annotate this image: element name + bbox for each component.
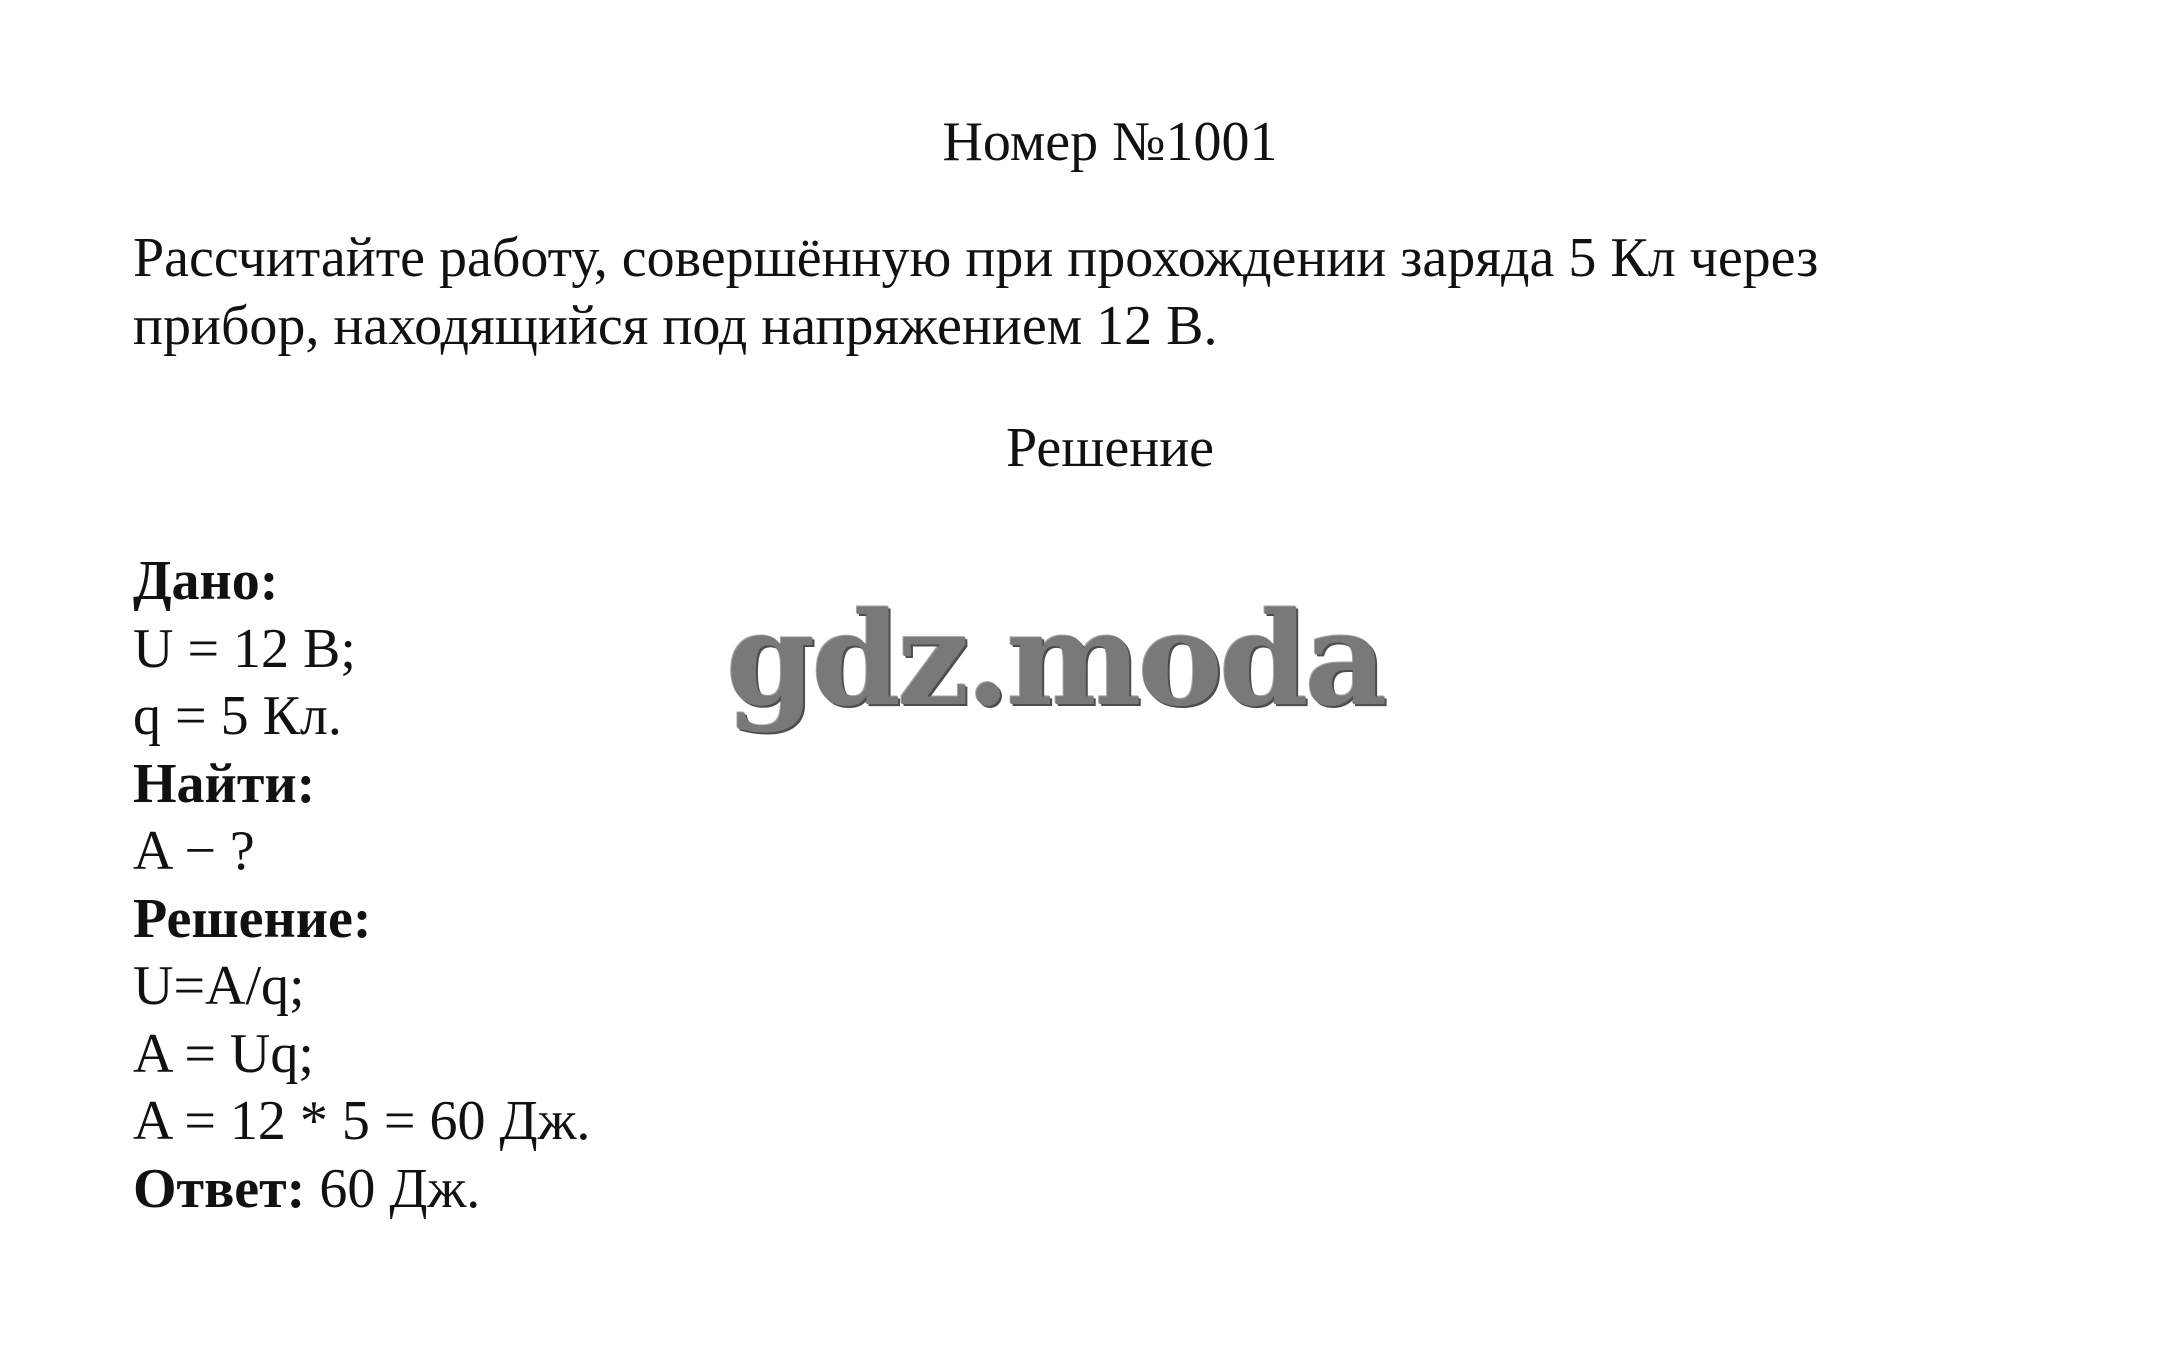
solution-block <box>133 548 590 1223</box>
problem-statement <box>133 224 2033 360</box>
solution-label: Решение: <box>133 887 372 950</box>
solution-step-3: A = 12 * 5 = 60 Дж. <box>133 1090 591 1152</box>
answer-label: Ответ: <box>133 1157 306 1220</box>
answer-value: 60 Дж. <box>305 1157 481 1220</box>
find-label: Найти: <box>133 752 316 815</box>
problem-number-title: Номер №1001 <box>942 111 1278 173</box>
solution-step-2: A = Uq; <box>133 1022 314 1085</box>
solution-heading: Решение <box>1005 417 1215 479</box>
problem-statement-line-2: прибор, находящийся под напряжением 12 В. <box>133 295 1218 357</box>
given-charge: q = 5 Кл. <box>133 685 342 747</box>
answer-line <box>133 1156 590 1224</box>
solution-step-1: U=A/q; <box>133 955 305 1017</box>
watermark-logo: gdz.moda <box>726 585 1384 735</box>
given-label: Дано: <box>133 550 279 612</box>
problem-statement-line-1: Рассчитайте работу, совершённую при прохождении заряда 5 Кл через <box>133 227 1819 289</box>
given-voltage: U = 12 В; <box>133 617 356 680</box>
find-value: A − ? <box>133 820 255 882</box>
